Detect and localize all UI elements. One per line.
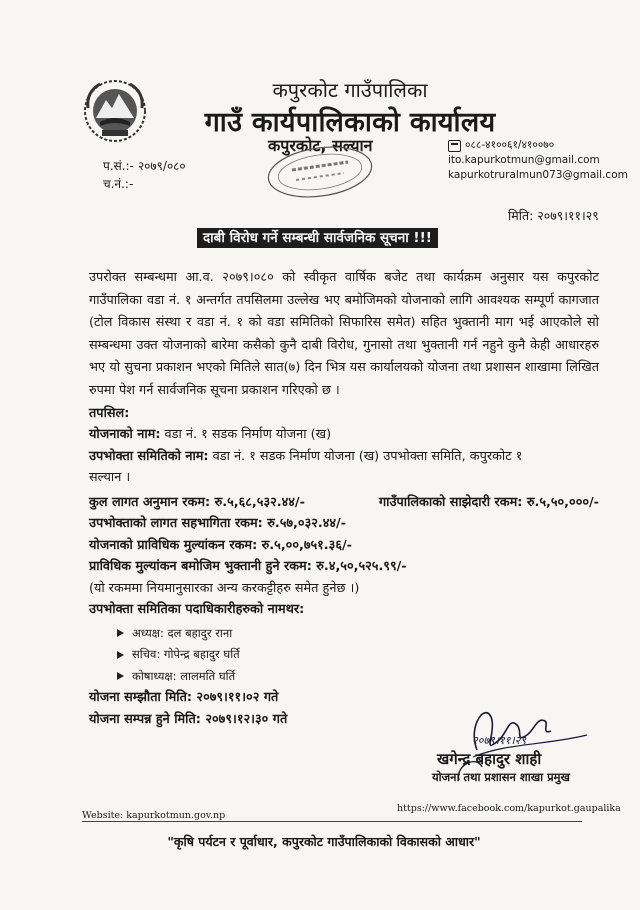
notice-paragraph: उपरोक्त सम्बन्धमा आ.व. २०७९।०८० को स्वीकृत वार्षिक बजेट तथा कार्यक्रम अनुसार यस कपुरकोट गाउँपालिका वडा नं. १ अन्तर्गत तपसिलमा उल्लेख भए बमोजिमको योजनाको लागि आवश्यक सम्पूर्ण कागजात (टोल विकास संस्था र वडा नं. १ को वडा समितिको सिफारिस समेत) सहित भुक्तानी माग भई आएकोले सो सम्बन्धमा उक्त योजनाको बारेमा कसैको कुनै दाबी विरोध, गुनासो तथा भुक्तानी गर्न नहुने कुनै केही आधारहरु भए यो सुचना प्रकाशन भएको मितिले सात(७) दिन भित्र यस कार्यालयको योजना तथा प्रशासन शाखामा लिखित रुपमा पेश गर्न सार्वजनिक सूचना प्रकाशन गरिएको छ । xyxy=(89,270,599,398)
committee-name-label: उपभोक्ता समितिको नाम: xyxy=(89,448,209,464)
telephone-icon xyxy=(448,140,461,152)
list-item xyxy=(117,644,599,666)
official-secretary: सचिव: गोपेन्द्र बहादुर घर्ति xyxy=(132,647,240,662)
list-item xyxy=(117,666,599,688)
municipality-share: गाउँपालिकाको साझेदारी रकम: रु.५,५०,०००/- xyxy=(378,494,599,510)
notice-date: मिति: २०७९।११।२९ xyxy=(508,208,599,223)
office-title: गाउँ कार्यपालिकाको कार्यालय xyxy=(204,107,496,138)
phone-number: ०८८-४१००६१/४१००७० xyxy=(465,139,555,151)
technical-evaluation: योजनाको प्राविधिक मुल्यांकन रकम: रु.५,००,७५१.३६/- xyxy=(89,537,352,553)
agreement-date: योजना सम्झौता मिति: २०७९।११।०२ गते xyxy=(89,690,279,706)
list-item xyxy=(117,623,599,645)
project-name-label: योजनाको नाम: xyxy=(89,427,161,443)
reference-value: २०७९/०८० xyxy=(137,159,186,173)
contact-block xyxy=(448,138,628,183)
arrow-bullet-icon xyxy=(117,651,124,659)
project-name-row xyxy=(89,424,599,446)
org-name: कपुरकोट गाउँपालिका xyxy=(272,78,428,102)
committee-name-value: वडा नं. १ सडक निर्माण योजना (ख) उपभोक्ता समिति, कपुरकोट १ xyxy=(212,448,523,464)
facebook-link[interactable]: https://www.facebook.com/kapurkot.gaupalika xyxy=(397,803,621,814)
notice-title: दाबी विरोध गर्ने सम्बन्धी सार्वजनिक सूचना !!! xyxy=(197,228,438,248)
email-primary: ito.kapurkotmun@gmail.com xyxy=(448,154,600,166)
officials-list xyxy=(117,623,599,688)
phone-line xyxy=(448,138,628,153)
officials-heading: उपभोक्ता समितिका पदाधिकारीहरुको नामथर: xyxy=(89,602,305,618)
deduction-note: (यो रकममा नियमानुसारका अन्य करकट्टीहरु समेत हुनेछ ।) xyxy=(89,580,360,596)
cost-row xyxy=(89,492,599,514)
total-cost-estimate: कुल लागत अनुमान रकम: रु.५,६८,५३२.४४/- xyxy=(89,494,305,510)
arrow-bullet-icon xyxy=(117,672,124,680)
committee-name-row xyxy=(89,446,599,468)
dispatch-number-row xyxy=(103,175,186,193)
official-treasurer: कोषाध्यक्ष: लालमति घर्ति xyxy=(132,668,236,683)
official-chairperson: अध्यक्ष: दल बहादुर राना xyxy=(132,625,233,640)
consumer-contribution: उपभोक्ताको लागत सहभागिता रकम: रु.५७,०३२.४४/- xyxy=(89,516,347,532)
signatory-name: खगेन्द्र बहादुर शाही xyxy=(437,750,542,768)
footer-slogan: "कृषि पर्यटन र पूर्वाधार, कपुरकोट गाउँपालिकाको विकासको आधार" xyxy=(167,834,481,849)
reference-block xyxy=(103,157,186,193)
arrow-bullet-icon xyxy=(117,629,124,637)
reference-label: प.सं.:- xyxy=(103,159,134,173)
office-address: कपुरकोट, सल्यान xyxy=(268,136,373,155)
signatory-title: योजना तथा प्रशासन शाखा प्रमुख xyxy=(432,770,570,784)
committee-name-continuation: सल्यान । xyxy=(89,470,131,486)
details-heading: तपसिल: xyxy=(89,405,130,421)
reference-number-row xyxy=(103,157,186,175)
footer-divider xyxy=(82,821,582,822)
completion-date: योजना सम्पन्न हुने मिति: २०७९।१२।३० गते xyxy=(89,711,288,727)
email-secondary: kapurkotruralmun073@gmail.com xyxy=(448,169,628,181)
notice-body xyxy=(89,267,599,730)
office-stamp-icon xyxy=(262,140,382,200)
dispatch-label: च.नं.:- xyxy=(103,177,134,191)
project-name-value: वडा नं. १ सडक निर्माण योजना (ख) xyxy=(164,427,332,443)
signature-date: २०७९।११।२९ xyxy=(472,734,527,747)
payable-amount: प्राविधिक मुल्यांकन बमोजिम भुक्तानी हुने रकम: रु.४,५०,५२५.९९/- xyxy=(89,559,407,575)
website-link[interactable]: Website: kapurkotmun.gov.np xyxy=(82,810,226,821)
